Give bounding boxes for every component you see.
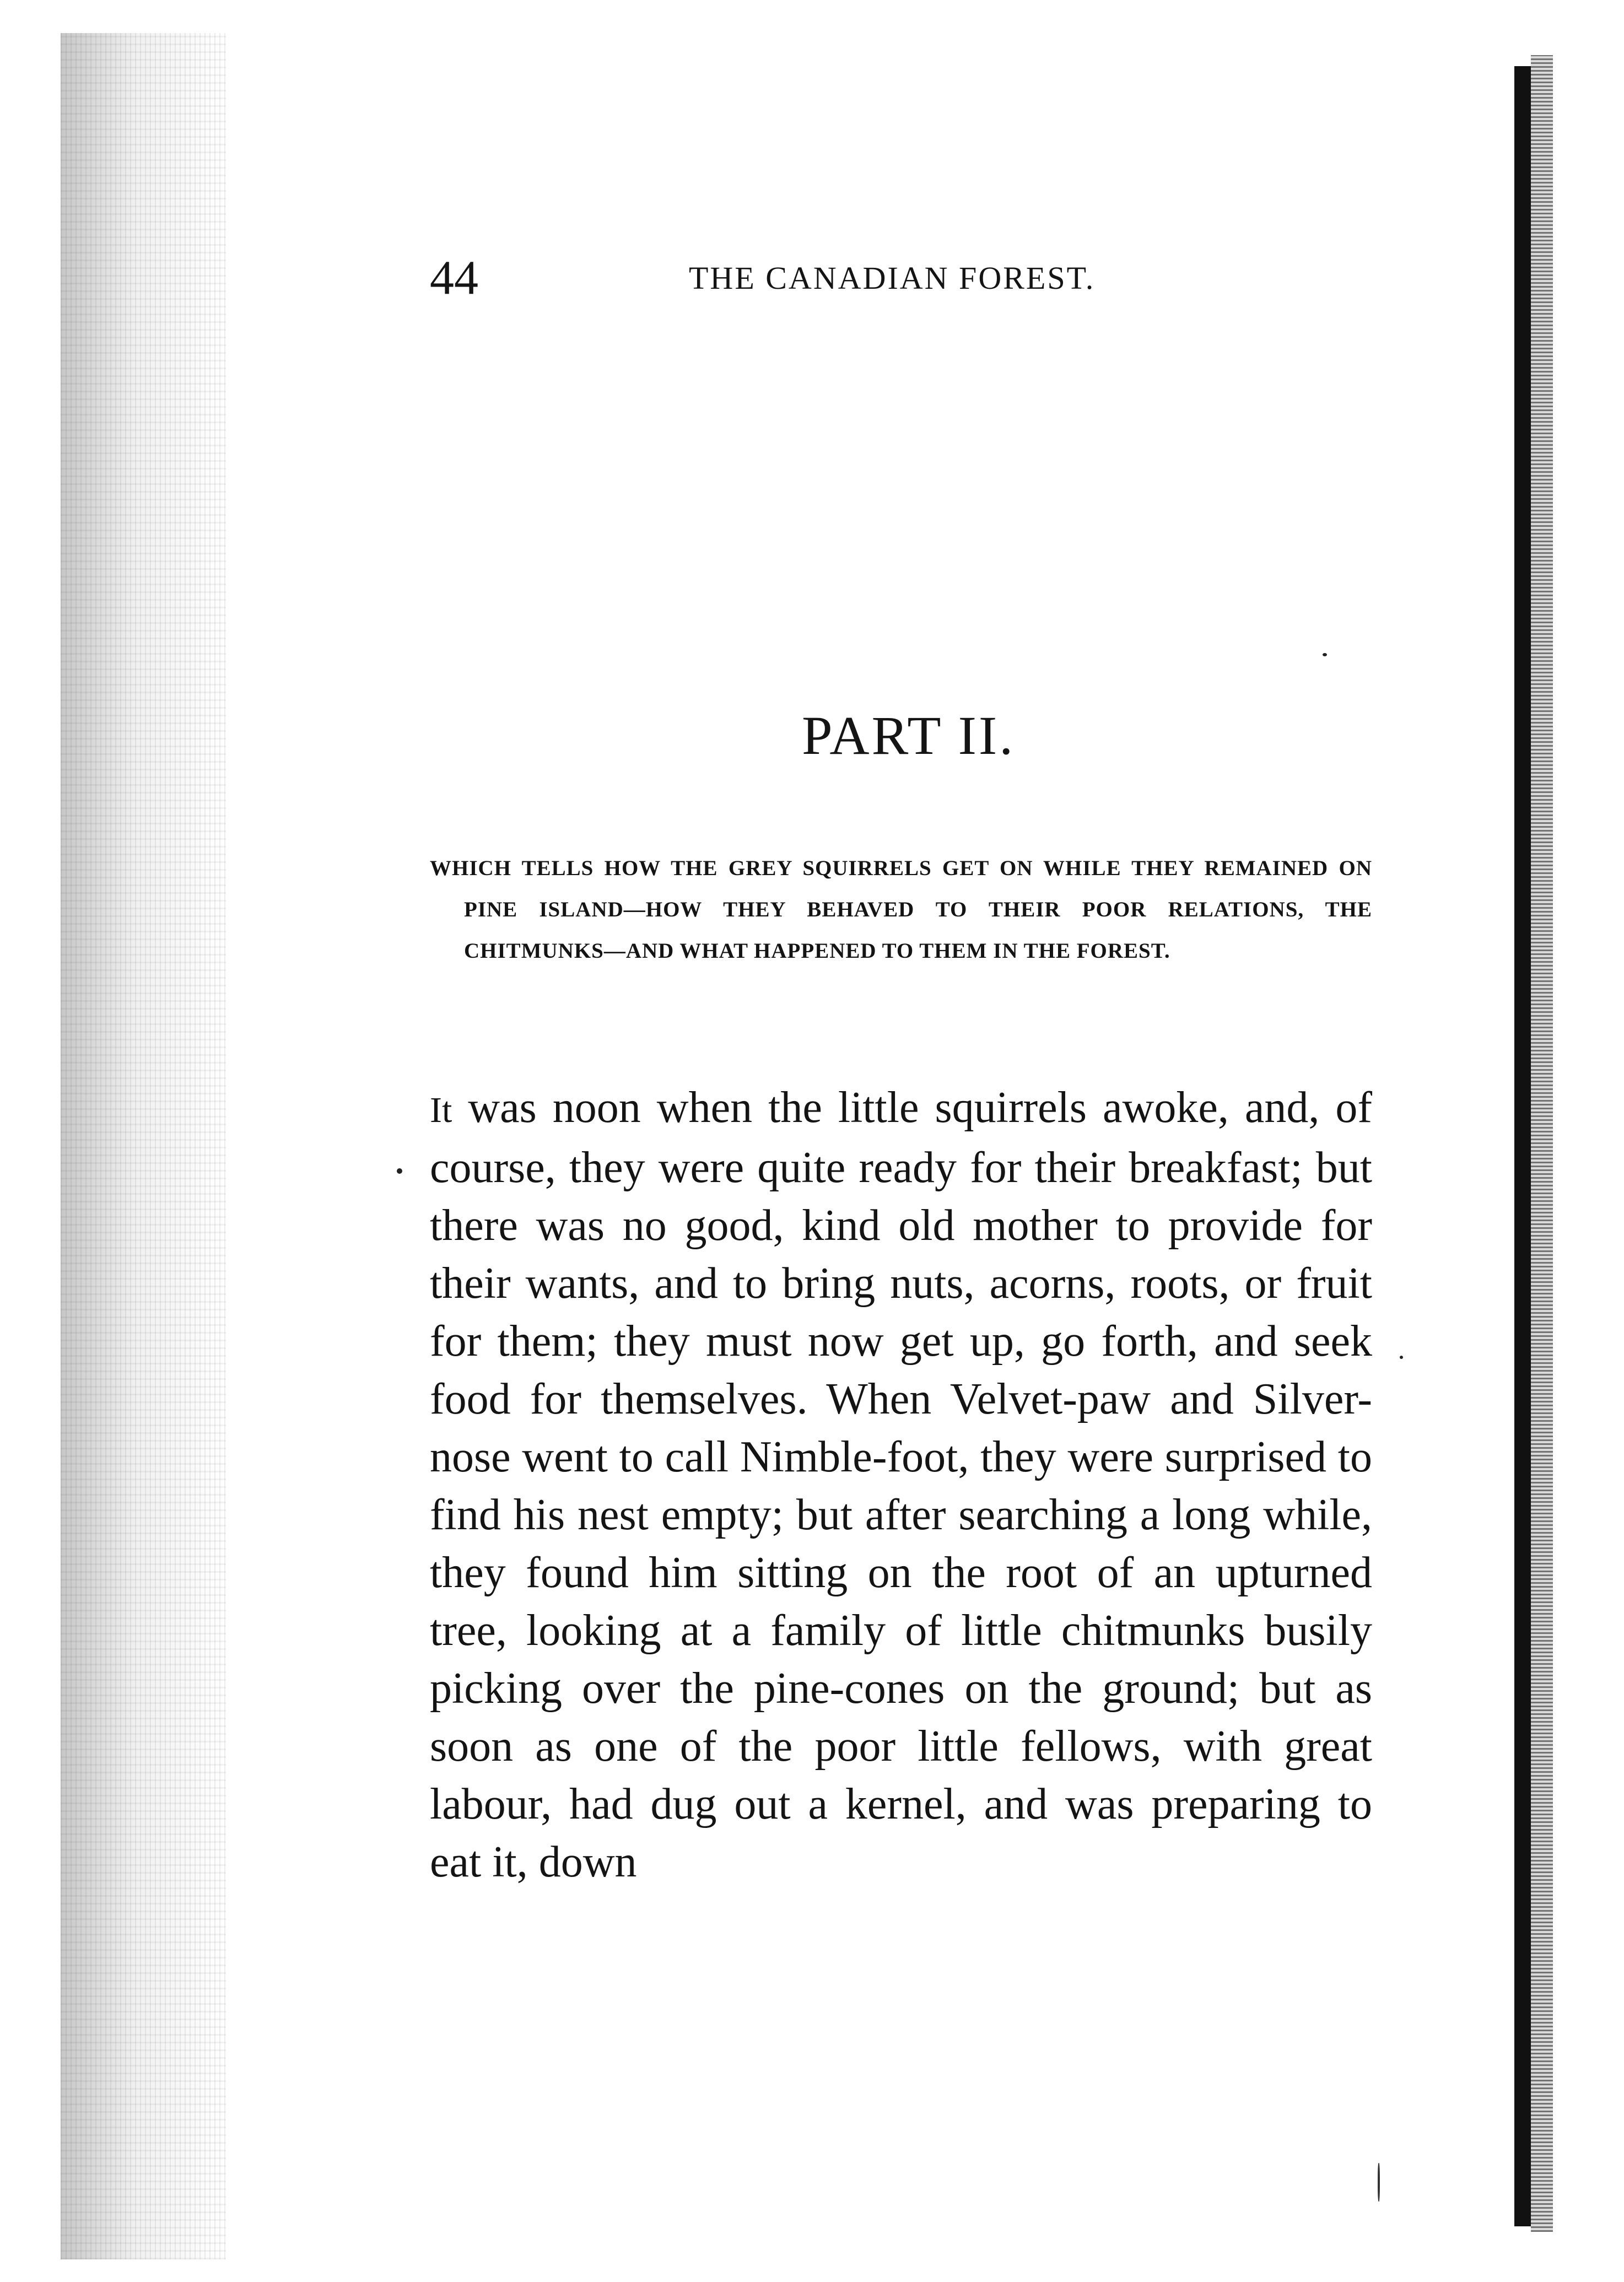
paragraph-text: was noon when the little squirrels awoke, and, of course, they were quite ready for their breakfast; but there was no good, kind old mother to provide for their wants, and to bring nuts, acorns, roots, or fruit for them; they must now get up, go forth, and seek food for themselves. When Velvet-paw and Silver-nose went to call Nimble-foot, they were surprised to find his nest empty; but after searching a long while, they found him sitting on the root of an upturned tree, looking at a family of little chitmunks busily picking over the pine-cones on the ground; but as soon as one of the poor little fellows, with great labour, had dug out a kernel, and was preparing to eat it, down [430,1083,1373,1886]
print-speck [1400,1356,1403,1359]
book-gutter-shadow [61,33,226,2259]
print-speck [1378,2163,1380,2202]
page-edge [1514,66,1531,2226]
chapter-summary: WHICH TELLS HOW THE GREY SQUIRRELS GET ON WHILE THEY REMAINED ON PINE ISLAND—HOW THEY BEHAVED TO THEIR POOR RELATIONS, THE CHITMUNKS—AND WHAT HAPPENED TO THEM IN THE FOREST. [430,856,1372,963]
print-speck [1323,653,1327,656]
chapter-title: PART II. [802,705,1016,766]
opening-word: It [430,1090,452,1130]
body-paragraph [430,1079,1372,1891]
page-number: 44 [430,251,478,305]
print-speck [397,1168,402,1174]
running-head: THE CANADIAN FOREST. [689,260,1096,296]
page-edge-shading [1531,55,1553,2232]
page-header [430,251,1378,306]
